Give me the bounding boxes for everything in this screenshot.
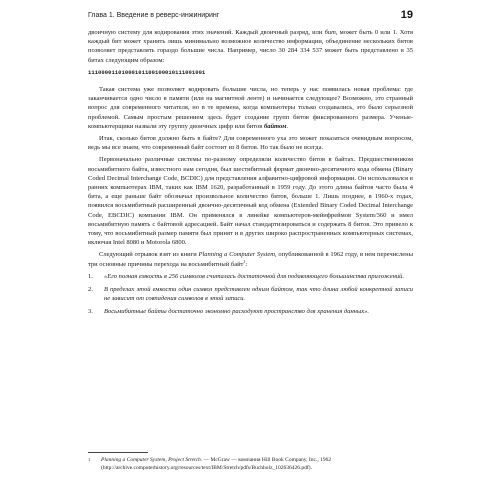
paragraph-4: Первоначально различные системы по-разному определяли количество битов в байтах. Предшественником восьмибитного байта, известного нам сегодня, был шестибитный формат двоично-десятичного кода обмена (Binary Coded Decimal Interchange Code, BCDIC) для представления алфавитно-цифровой информации. Он использовался в ранних компьютерах IBM, таких как IBM 1620, разработанный в 1959 году. До этого длина байтов часто была 4 бита, а еще раньше байт обозначал произвольное количество битов, больше 1. Лишь позднее, в 1960-х годах, появился восьмибитный расширенный двоично-десятичный код обмена (Extended Binary Coded Decimal Interchange Code, EBCDIC) компании IBM. Он применялся в линейке компьютеров-мейнфреймов System/360 и имел восьмибитную память с байтовой адресацией. Байт начал стандартизироваться и содержать 8 битов. Это привело к тому, что восьмибитный размер памяти был принят и в других широко распространенных компьютерных системах, включая Intel 8080 и Motorola 6800. — [88, 156, 413, 247]
paragraph-3: Итак, сколько битов должно быть в байте? Для современного уха это может показаться очевидным вопросом, ведь мы все знаем, что современный байт состоит из 8 битов. Но так было не всегда. — [88, 135, 413, 152]
book-title: Planning a Computer System — [198, 251, 275, 259]
footnote-title: Planning a Computer System, Project Stretch — [101, 457, 201, 463]
chapter-title: Глава 1. Введение в реверс-инжиниринг — [88, 11, 220, 19]
paragraph-2: Такая система уже позволяет кодировать большие числа, но теперь у нас появилась новая проблема: где заканчивается одно число в памяти (или на магнитной ленте) и начинается следующее? Возможно, это странный вопрос для современного читателя, но в те времена, когда компьютеры только создавались, это было серьезной проблемой. Самым простым решением здесь будет создание групп битов фиксированного размера. Ученые-компьютерщики назвали эту группу двоичных цифр или битов байтом. — [88, 86, 413, 130]
page-number: 19 — [400, 9, 413, 21]
footnote-divider — [88, 452, 148, 453]
footnote-text: . — McGraw — компания Hill Book Company, Inc., 1962 (http://archive.computerhistory.org/resources/text/IBM/Stretch/pdfs/Buchholz_102636426.pdf). — [101, 457, 332, 471]
quote-list — [88, 272, 413, 317]
list-item: 1. «Его полная емкость в 256 символов считалась достаточной для подавляющего большинства приложений. — [88, 272, 404, 280]
binary-number: 11100001101000101100100010111001001 — [88, 68, 206, 76]
footnote-mark: 1 — [88, 457, 91, 462]
running-header — [88, 6, 413, 24]
term-byte: байтом — [263, 122, 287, 130]
footnote-ref[interactable]: 1 — [243, 258, 246, 264]
footnote — [88, 456, 413, 472]
list-item: 2. В пределах этой емкости один символ представлен одним байтом, так что длина любой конкретной записи не зависит от совпадения символов в этой записи. — [88, 286, 413, 303]
paragraph-1: двоичную систему для кодирования этих значений. Каждый двоичный разряд, или бит, может быть 0 или 1. Хотя каждый бит может хранить лишь минимально возможное количество информации, объединение нескольких битов позволяет представлять гораздо большие числа. Например, число 30 284 334 537 может быть представлено в 35 битах следующим образом: — [88, 29, 413, 64]
term-bit: бит — [324, 29, 336, 36]
body-text — [88, 28, 413, 321]
list-item: 3. Восьмибитные байты достаточно экономно расходуют пространство для хранения данных». — [88, 308, 370, 316]
paragraph-5: Следующий отрывок взят из книги Planning a Computer System, опубликованной в 1962 году, в нем перечислены три основные причины перехода на восьмибитный байт$^1$: — [88, 251, 413, 268]
